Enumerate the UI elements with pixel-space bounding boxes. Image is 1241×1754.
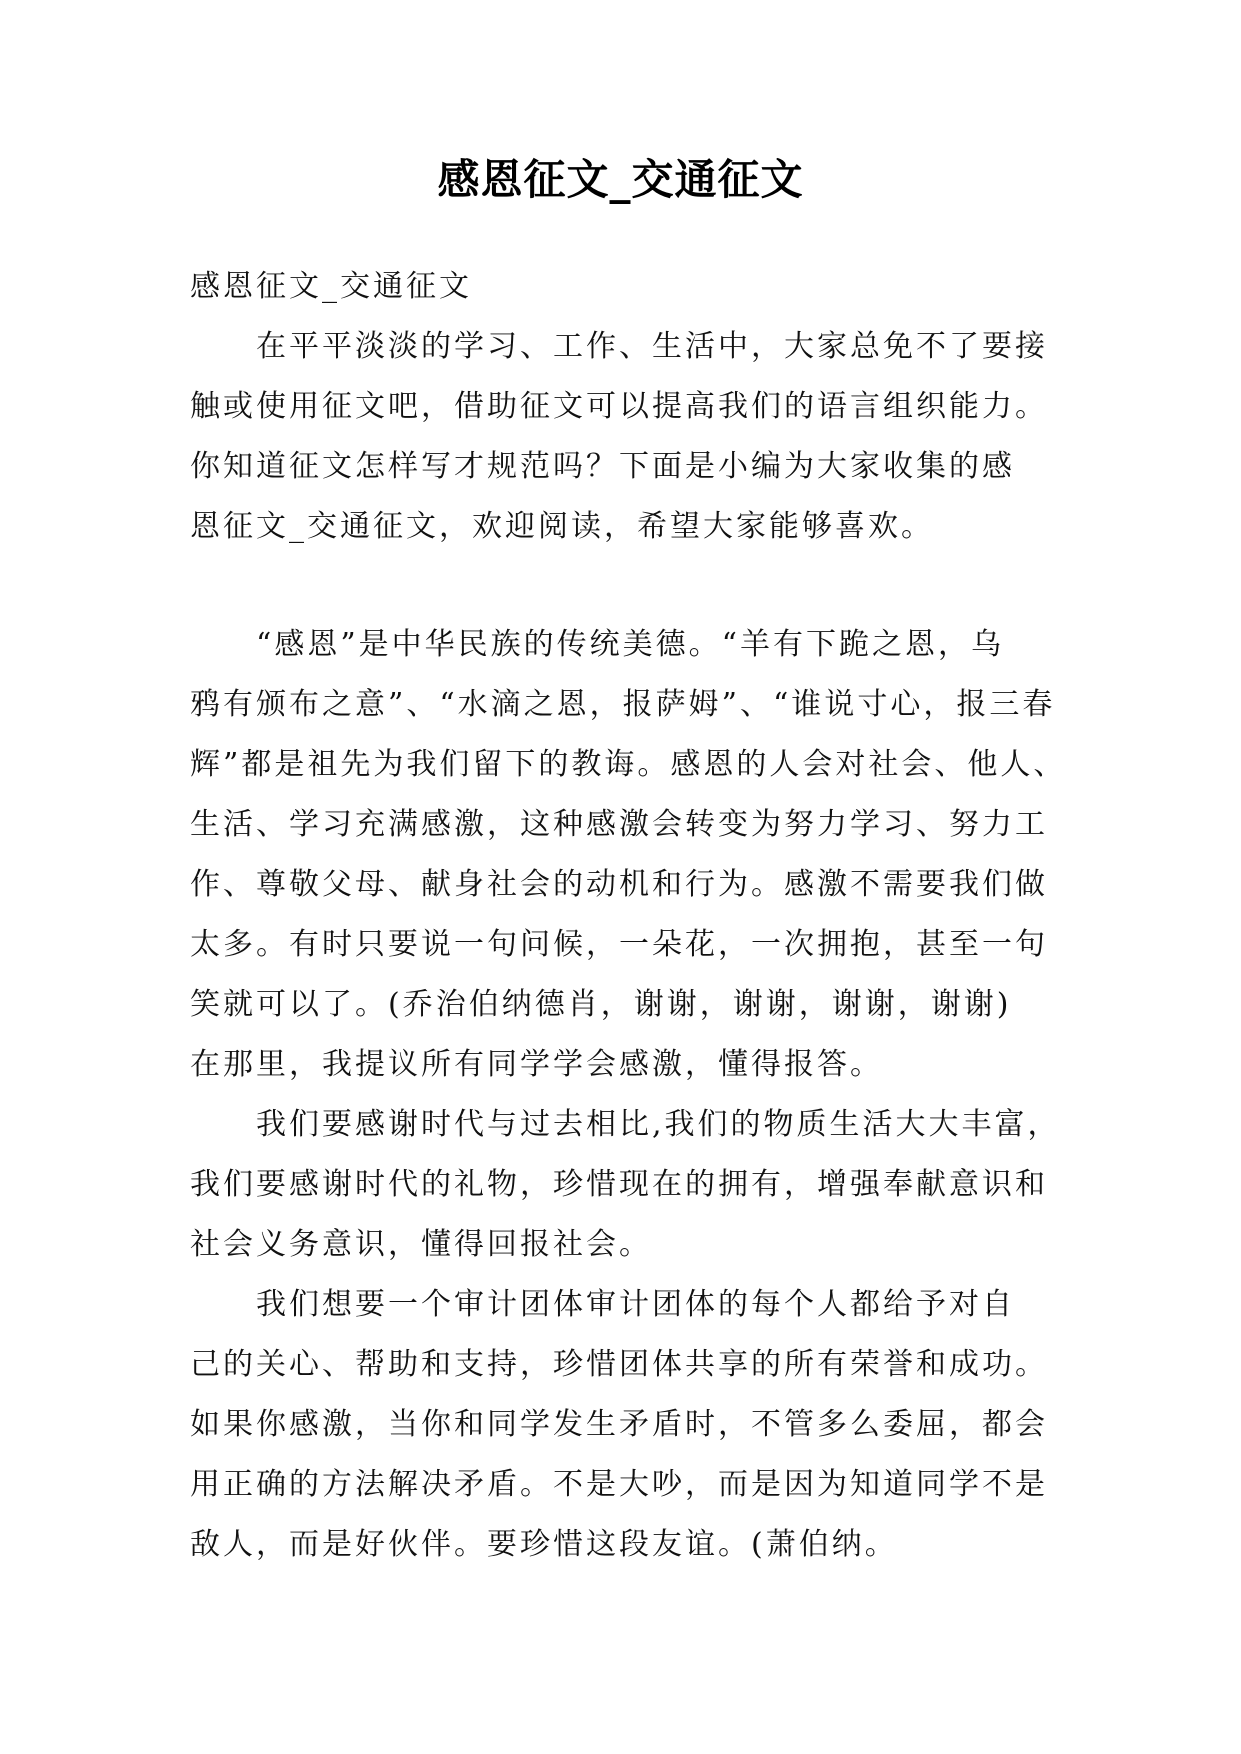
subtitle-line: 感恩征文_交通征文 [190, 269, 472, 304]
paragraph-line: 生活、学习充满感激，这种感激会转变为努力学习、努力工 [190, 807, 1048, 842]
paragraph-line: 笑就可以了。(乔治伯纳德肖，谢谢，谢谢，谢谢，谢谢) [190, 987, 1012, 1022]
paragraph-line: 用正确的方法解决矛盾。不是大吵，而是因为知道同学不是 [190, 1467, 1048, 1502]
paragraph-line: 我们要感谢时代与过去相比,我们的物质生活大大丰富， [256, 1107, 1061, 1142]
paragraph-line: 敌人，而是好伙伴。要珍惜这段友谊。(萧伯纳。 [190, 1527, 898, 1562]
paragraph-line: 太多。有时只要说一句问候，一朵花，一次拥抱，甚至一句 [190, 927, 1048, 962]
paragraph-line: 我们要感谢时代的礼物，珍惜现在的拥有，增强奉献意识和 [190, 1167, 1048, 1202]
intro-line-1: 在平平淡淡的学习、工作、生活中，大家总免不了要接 [256, 329, 1048, 364]
paragraph-line: 辉”都是祖先为我们留下的教诲。感恩的人会对社会、他人、 [190, 747, 1067, 782]
paragraph-line: 如果你感激，当你和同学发生矛盾时，不管多么委屈，都会 [190, 1407, 1048, 1442]
document-title: 感恩征文_交通征文 [437, 155, 804, 204]
paragraph-line: 己的关心、帮助和支持，珍惜团体共享的所有荣誉和成功。 [190, 1347, 1048, 1382]
paragraph-line: 鸦有颁布之意”、“水滴之恩，报萨姆”、“谁说寸心，报三春 [190, 687, 1056, 722]
document-body [190, 257, 1067, 1575]
intro-line-2: 触或使用征文吧，借助征文可以提高我们的语言组织能力。 [190, 389, 1048, 424]
intro-line-4: 恩征文_交通征文，欢迎阅读，希望大家能够喜欢。 [190, 509, 934, 544]
paragraph-line: 社会义务意识，懂得回报社会。 [190, 1227, 652, 1262]
paragraph-gap [190, 557, 1058, 615]
paragraph-line: 在那里，我提议所有同学学会感激，懂得报答。 [190, 1047, 883, 1082]
intro-line-3: 你知道征文怎样写才规范吗？下面是小编为大家收集的感 [190, 449, 1015, 484]
paragraph-line: 作、尊敬父母、献身社会的动机和行为。感激不需要我们做 [190, 867, 1048, 902]
paragraph-line: “感恩”是中华民族的传统美德。“羊有下跪之恩，乌 [256, 627, 1005, 662]
paragraph-line: 我们想要一个审计团体审计团体的每个人都给予对自 [256, 1287, 1015, 1322]
